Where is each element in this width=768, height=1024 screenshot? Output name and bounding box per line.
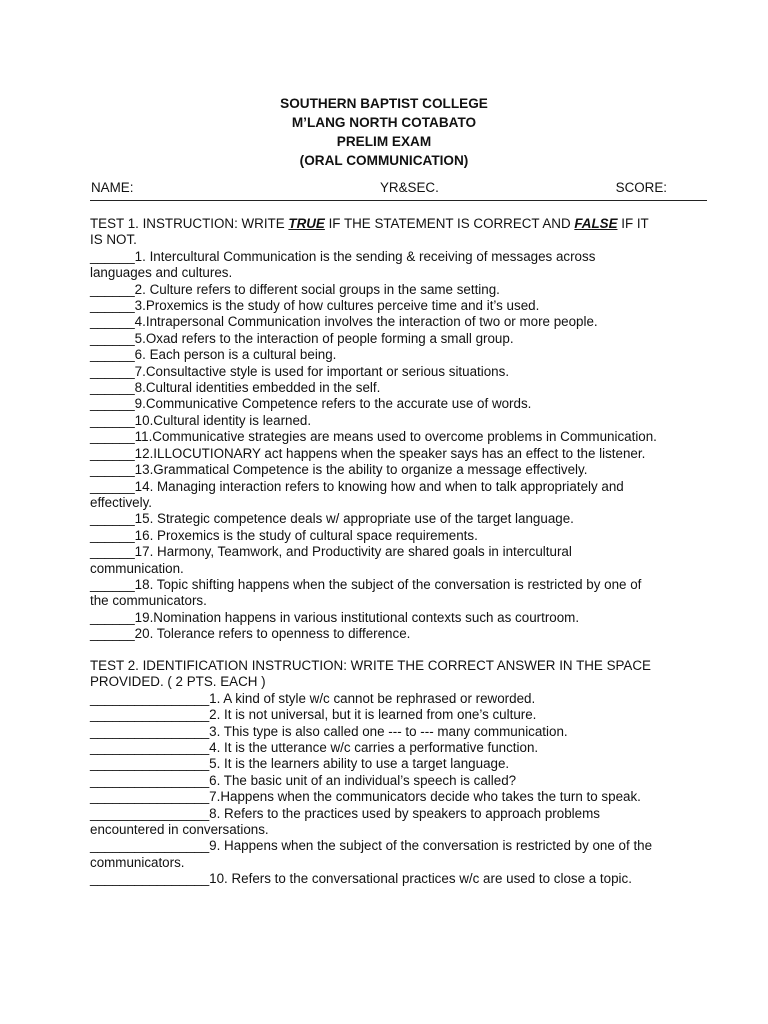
identification-item-text: ________________8. Refers to the practices used by speakers to approach problems [90, 805, 600, 821]
identification-item [90, 707, 710, 723]
true-false-item [90, 298, 710, 314]
true-false-item [90, 610, 710, 626]
score-label: SCORE: [615, 180, 667, 195]
true-false-item-text: ______2. Culture refers to different social groups in the same setting. [90, 281, 500, 297]
true-false-item-text: ______8.Cultural identities embedded in the self. [90, 380, 381, 396]
true-false-item-text: ______11.Communicative strategies are means used to overcome problems in Communication. [90, 429, 657, 445]
true-false-item-text: ______6. Each person is a cultural being. [90, 347, 337, 363]
test1-instruction [90, 216, 710, 232]
name-label: NAME: [91, 180, 134, 195]
true-false-item-text: ______17. Harmony, Teamwork, and Productivity are shared goals in intercultural [90, 544, 572, 560]
true-false-item [90, 347, 710, 363]
true-false-item [90, 396, 710, 412]
true-false-item [90, 413, 710, 429]
identification-item-continuation: communicators. [90, 854, 185, 870]
true-false-item-continuation: the communicators. [90, 593, 207, 609]
true-false-item [90, 479, 710, 512]
true-false-item-continuation: languages and cultures. [90, 265, 233, 281]
identification-item-text: ________________2. It is not universal, but it is learned from one’s culture. [90, 707, 537, 723]
identification-item-text: ________________6. The basic unit of an individual’s speech is called? [90, 772, 517, 788]
test1-section [90, 216, 710, 643]
identification-item-text: ________________4. It is the utterance w/c carries a performative function. [90, 740, 539, 756]
identification-item [90, 691, 710, 707]
identification-item [90, 773, 710, 789]
true-false-item [90, 282, 710, 298]
identification-item-text: ________________9. Happens when the subject of the conversation is restricted by one of the [90, 838, 653, 854]
identification-item [90, 740, 710, 756]
true-false-item-text: ______14. Managing interaction refers to knowing how and when to talk appropriately and [90, 478, 624, 494]
true-false-item-text: ______5.Oxad refers to the interaction of people forming a small group. [90, 330, 514, 346]
yrsec-label: YR&SEC. [380, 180, 439, 195]
true-false-item-text: ______13.Grammatical Competence is the ability to organize a message effectively. [90, 462, 588, 478]
exam-subject: (ORAL COMMUNICATION) [299, 153, 469, 168]
identification-item-text: ________________5. It is the learners ability to use a target language. [90, 756, 510, 772]
exam-header [0, 94, 768, 170]
test1-instruction-prefix: TEST 1. INSTRUCTION: WRITE [90, 216, 289, 231]
identification-item [90, 724, 710, 740]
true-false-item [90, 429, 710, 445]
test2-instruction: TEST 2. IDENTIFICATION INSTRUCTION: WRITE THE CORRECT ANSWER IN THE SPACE [90, 658, 651, 673]
true-false-item-text: ______20. Tolerance refers to openness to difference. [90, 626, 411, 642]
true-false-item [90, 249, 710, 282]
identification-item-text: ________________10. Refers to the conversational practices w/c are used to close a topic. [90, 871, 632, 887]
true-false-item-text: ______3.Proxemics is the study of how cultures perceive time and it’s used. [90, 298, 540, 314]
true-false-item [90, 626, 710, 642]
test1-instruction-tail: IS NOT. [90, 232, 137, 248]
student-info-row [90, 180, 707, 201]
true-false-item-text: ______1. Intercultural Communication is the sending & receiving of messages across [90, 248, 596, 264]
test1-items [90, 249, 710, 643]
true-false-item-text: ______9.Communicative Competence refers to the accurate use of words. [90, 396, 532, 412]
true-false-item-text: ______4.Intrapersonal Communication involves the interaction of two or more people. [90, 314, 598, 330]
true-false-item [90, 528, 710, 544]
college-name: SOUTHERN BAPTIST COLLEGE [280, 96, 488, 111]
test2-items [90, 691, 710, 888]
test1-instruction-middle: IF THE STATEMENT IS CORRECT AND [324, 216, 575, 231]
identification-item [90, 789, 710, 805]
true-false-item [90, 380, 710, 396]
identification-item [90, 871, 710, 887]
identification-item-text: ________________7.Happens when the communicators decide who takes the turn to speak. [90, 789, 641, 805]
true-false-item-text: ______10.Cultural identity is learned. [90, 412, 312, 428]
true-false-item-text: ______19.Nomination happens in various institutional contexts such as courtroom. [90, 609, 580, 625]
true-false-item-text: ______15. Strategic competence deals w/ appropriate use of the target language. [90, 511, 574, 527]
identification-item-continuation: encountered in conversations. [90, 822, 269, 838]
true-false-item [90, 314, 710, 330]
identification-item-text: ________________3. This type is also called one --- to --- many communication. [90, 723, 568, 739]
identification-item [90, 756, 710, 772]
true-false-item [90, 446, 710, 462]
exam-title: PRELIM EXAM [336, 134, 432, 149]
true-false-item [90, 462, 710, 478]
true-false-item [90, 577, 710, 610]
identification-item-text: ________________1. A kind of style w/c cannot be rephrased or reworded. [90, 690, 536, 706]
college-location: M’LANG NORTH COTABATO [291, 115, 477, 130]
true-false-item [90, 511, 710, 527]
test2-instruction-tail: PROVIDED. ( 2 PTS. EACH ) [90, 674, 266, 690]
true-false-item-text: ______18. Topic shifting happens when the subject of the conversation is restricted by one of [90, 576, 642, 592]
false-keyword: FALSE [574, 216, 618, 231]
true-false-item-text: ______7.Consultactive style is used for important or serious situations. [90, 363, 510, 379]
true-false-item-continuation: effectively. [90, 494, 153, 510]
identification-item [90, 838, 710, 871]
true-false-item-text: ______12.ILLOCUTIONARY act happens when the speaker says has an effect to the listener. [90, 445, 646, 461]
true-false-item [90, 544, 710, 577]
true-false-item-continuation: communication. [90, 560, 184, 576]
true-false-item [90, 364, 710, 380]
true-false-item-text: ______16. Proxemics is the study of cultural space requirements. [90, 527, 478, 543]
test2-section [90, 658, 710, 888]
true-keyword: TRUE [288, 216, 325, 231]
identification-item [90, 806, 710, 839]
true-false-item [90, 331, 710, 347]
test1-instruction-suffix: IF IT [617, 216, 649, 231]
